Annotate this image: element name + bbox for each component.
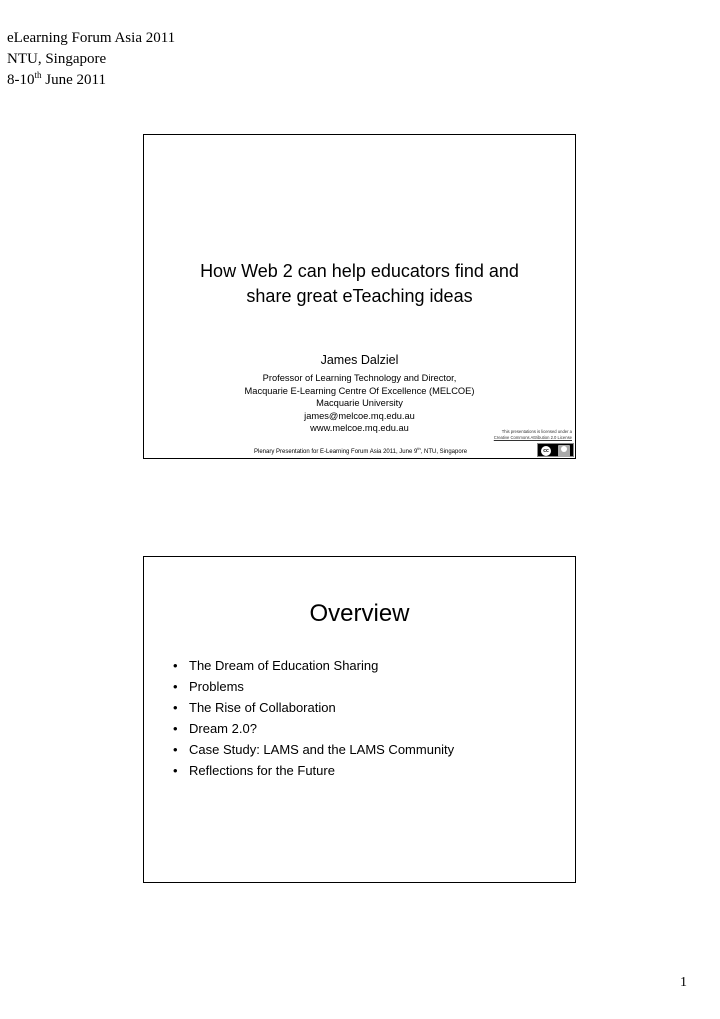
- list-item: • The Rise of Collaboration: [173, 697, 454, 718]
- cc-logo-icon: cc: [541, 446, 551, 456]
- slide1-footer: Plenary Presentation for E-Learning Forum Asia 2011, June 9th, NTU, Singapore: [254, 446, 468, 455]
- author-website: www.melcoe.mq.edu.au: [310, 423, 409, 434]
- slide1-title: How Web 2 can help educators find and share great eTeaching ideas: [200, 261, 519, 306]
- slide-title: [143, 134, 576, 459]
- list-item: • Case Study: LAMS and the LAMS Community: [173, 739, 454, 760]
- slide-overview: [143, 556, 576, 883]
- attribution-icon: [558, 445, 570, 457]
- license-note: This presentations is licensed under a Creative Commons Attribution 2.0 License: [493, 429, 572, 440]
- author-details: [144, 372, 575, 435]
- author-centre: Macquarie E-Learning Centre Of Excellence (MELCOE): [244, 385, 475, 396]
- creative-commons-icon: [537, 443, 574, 457]
- header-location: NTU, Singapore: [7, 51, 107, 67]
- author-university: Macquarie University: [316, 398, 403, 409]
- author-role: Professor of Learning Technology and Director,: [262, 373, 457, 383]
- list-item: • Dream 2.0?: [173, 718, 454, 739]
- page-number: 1: [680, 975, 687, 990]
- list-item: • Problems: [173, 676, 454, 697]
- author-name: James Dalziel: [320, 353, 399, 367]
- list-item: • Reflections for the Future: [173, 760, 454, 781]
- header-date: 8-10th June 2011: [7, 70, 106, 88]
- list-item: • The Dream of Education Sharing: [173, 655, 454, 676]
- overview-list: [173, 655, 454, 781]
- license-link[interactable]: Creative Commons Attribution 2.0 License: [493, 435, 572, 440]
- document-header: [7, 28, 175, 91]
- author-email: james@melcoe.mq.edu.au: [304, 410, 415, 421]
- header-event: eLearning Forum Asia 2011: [7, 30, 176, 46]
- slide2-title: Overview: [309, 600, 410, 627]
